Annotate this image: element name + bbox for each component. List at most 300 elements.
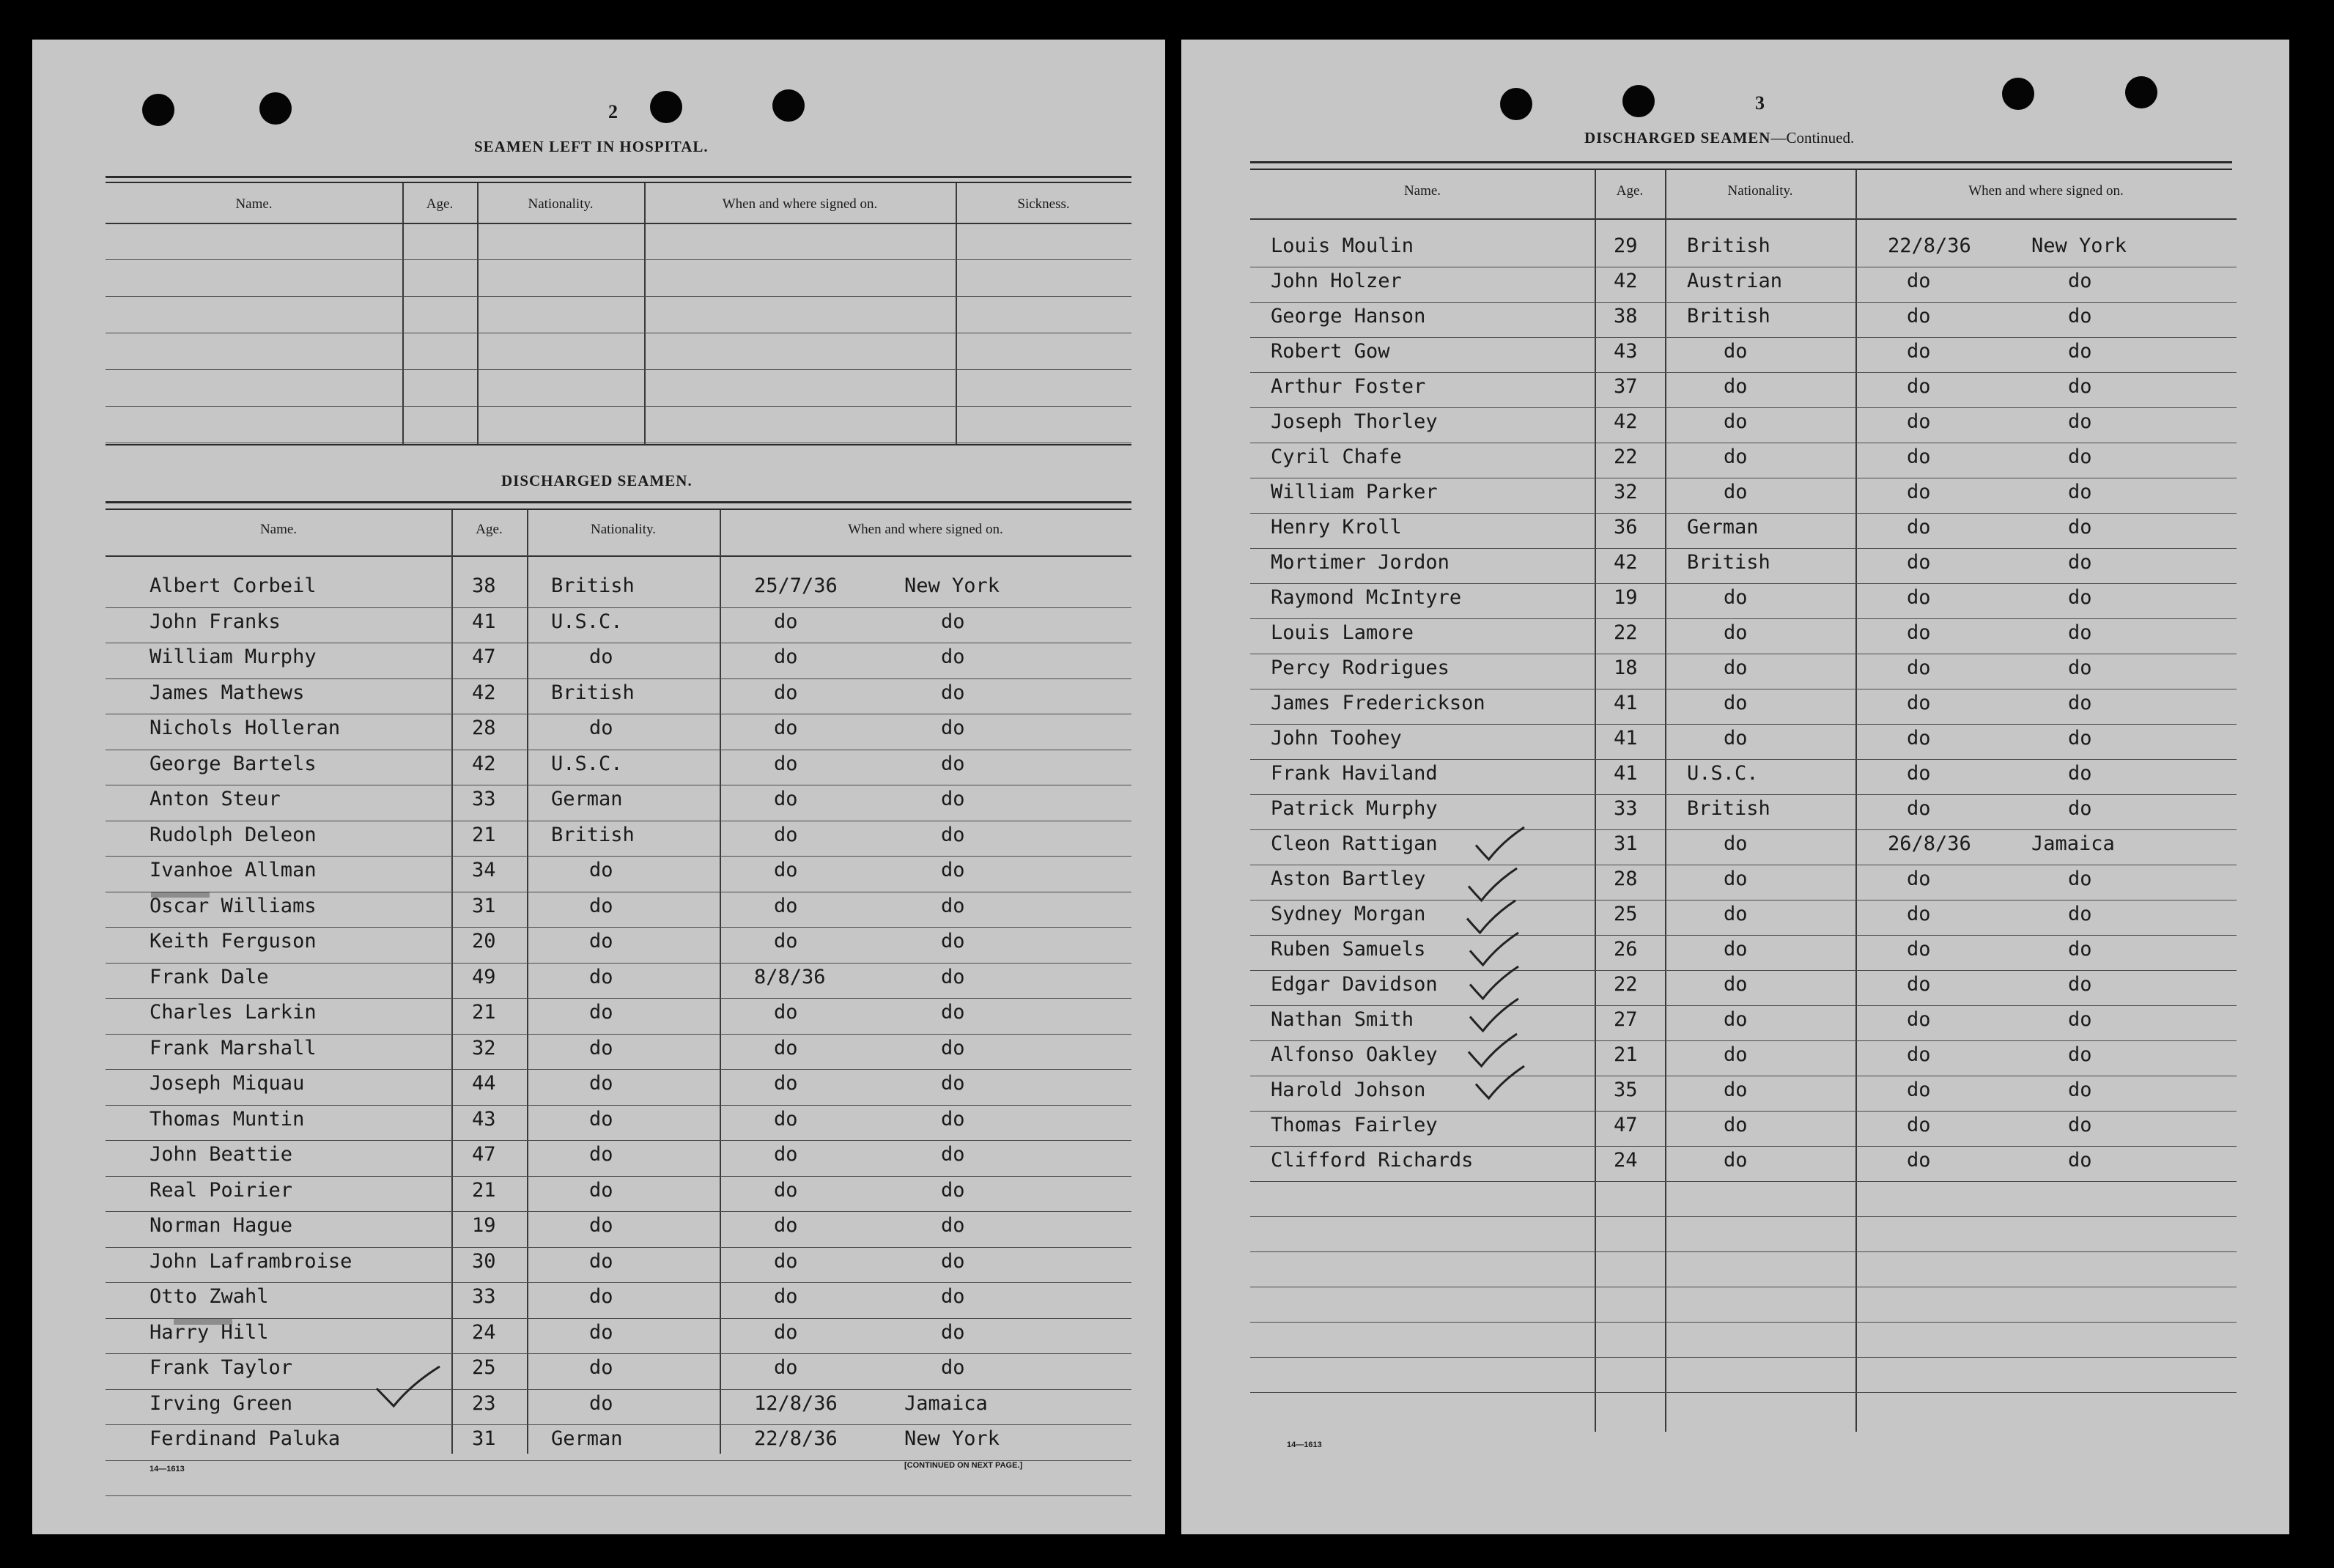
seaman-age: 41	[1614, 762, 1638, 785]
signed-on-place: do	[941, 1036, 965, 1059]
seaman-nationality: do	[1724, 1079, 1748, 1101]
seaman-nationality: British	[1687, 305, 1770, 328]
seaman-name: Percy Rodrigues	[1271, 657, 1449, 679]
seaman-name: Frank Dale	[149, 965, 269, 988]
signed-on-place: do	[2068, 1043, 2092, 1066]
page-number: 2	[608, 101, 618, 122]
signed-on-date: do	[774, 1072, 798, 1095]
check-mark-icon	[1466, 898, 1517, 935]
seaman-name: Louis Moulin	[1271, 234, 1414, 257]
seaman-name: Albert Corbeil	[149, 574, 317, 597]
signed-on-place: do	[2068, 973, 2092, 996]
table-rule	[106, 176, 1131, 178]
signed-on-date: do	[1907, 1008, 1931, 1031]
signed-on-date: do	[1907, 551, 1931, 574]
signed-on-place: do	[2068, 762, 2092, 785]
seaman-name: James Frederickson	[1271, 692, 1485, 714]
signed-on-date: do	[774, 1356, 798, 1379]
row-line	[106, 369, 1131, 370]
signed-on-place: do	[941, 859, 965, 881]
table-row	[1181, 621, 2289, 657]
seaman-age: 33	[1614, 797, 1638, 820]
column-header: When and where signed on.	[722, 196, 878, 212]
signed-on-place: New York	[904, 574, 1000, 597]
signed-on-date: do	[1907, 1149, 1931, 1172]
seaman-age: 47	[1614, 1114, 1638, 1136]
seaman-nationality: do	[589, 1249, 613, 1273]
table-row	[1181, 481, 2289, 516]
signed-on-place: New York	[2031, 234, 2127, 257]
signed-on-place: do	[941, 646, 965, 668]
signed-on-place: do	[941, 681, 965, 704]
table-row	[32, 1285, 1165, 1321]
seaman-name: Frank Marshall	[149, 1036, 317, 1059]
table-row	[32, 966, 1165, 1002]
right-page	[1181, 40, 2289, 1534]
seaman-age: 32	[1614, 481, 1638, 503]
table-row	[32, 930, 1165, 966]
punch-hole	[650, 91, 682, 123]
signed-on-date: do	[1907, 270, 1931, 292]
seaman-age: 42	[1614, 551, 1638, 574]
seaman-age: 28	[1614, 868, 1638, 890]
seaman-nationality: do	[1724, 1043, 1748, 1066]
table-row	[1181, 340, 2289, 375]
seaman-name: Cleon Rattigan	[1271, 832, 1438, 855]
signed-on-place: do	[2068, 621, 2092, 644]
seaman-nationality: do	[589, 1356, 613, 1379]
column-header: Name.	[235, 196, 273, 212]
table-row	[1181, 586, 2289, 621]
signed-on-date: do	[774, 717, 798, 739]
signed-on-date: do	[774, 930, 798, 953]
signed-on-place: do	[2068, 1114, 2092, 1136]
punch-hole	[2125, 76, 2157, 108]
table-row	[32, 1321, 1165, 1357]
table-row	[32, 1179, 1165, 1215]
signed-on-place: Jamaica	[2031, 832, 2115, 855]
column-header: Nationality.	[1727, 183, 1793, 199]
seaman-nationality: do	[1724, 1114, 1748, 1136]
seaman-age: 24	[1614, 1149, 1638, 1172]
table-row	[1181, 375, 2289, 410]
signed-on-date: do	[774, 1001, 798, 1024]
signed-on-date: do	[1907, 938, 1931, 961]
signed-on-place: do	[941, 1001, 965, 1024]
signed-on-date: do	[1907, 305, 1931, 328]
seaman-name: Keith Ferguson	[149, 930, 317, 953]
row-line	[1250, 1392, 2237, 1393]
table-row	[1181, 832, 2289, 868]
seaman-age: 31	[1614, 832, 1638, 855]
signed-on-place: do	[2068, 938, 2092, 961]
seaman-name: Arthur Foster	[1271, 375, 1426, 398]
seaman-age: 42	[1614, 410, 1638, 433]
seaman-nationality: U.S.C.	[551, 610, 623, 633]
signed-on-date: do	[774, 1107, 798, 1131]
row-line	[106, 1495, 1131, 1496]
signed-on-place: do	[2068, 551, 2092, 574]
signed-on-place: do	[941, 1107, 965, 1131]
seaman-nationality: do	[1724, 445, 1748, 468]
signed-on-date: 12/8/36	[754, 1391, 838, 1415]
seaman-age: 29	[1614, 234, 1638, 257]
seaman-nationality: do	[589, 1107, 613, 1131]
seaman-nationality: do	[589, 894, 613, 917]
seaman-age: 21	[472, 1178, 496, 1202]
seaman-name: Nichols Holleran	[149, 717, 341, 739]
table-row	[1181, 234, 2289, 270]
table-row	[32, 752, 1165, 788]
table-row	[1181, 1043, 2289, 1079]
table-rule	[106, 444, 1131, 445]
seaman-name: Thomas Muntin	[149, 1107, 305, 1131]
signed-on-date: do	[774, 823, 798, 846]
signed-on-place: do	[941, 823, 965, 846]
signed-on-date: do	[1907, 375, 1931, 398]
table-row	[1181, 868, 2289, 903]
column-header: Name.	[1403, 183, 1441, 199]
title-suffix: —Continued.	[1770, 129, 1855, 147]
seaman-name: Ivanhoe Allman	[149, 859, 317, 881]
seaman-age: 25	[1614, 903, 1638, 925]
row-line	[106, 406, 1131, 407]
signed-on-date: 8/8/36	[754, 965, 826, 988]
punch-hole	[1622, 85, 1655, 117]
seaman-age: 38	[1614, 305, 1638, 328]
table-row	[32, 610, 1165, 646]
seaman-age: 38	[472, 574, 496, 597]
strikeout-mark	[174, 1319, 232, 1325]
signed-on-date: do	[774, 1285, 798, 1308]
signed-on-place: do	[2068, 586, 2092, 609]
punch-hole	[2002, 78, 2034, 110]
seaman-nationality: British	[551, 823, 635, 846]
seaman-nationality: do	[1724, 621, 1748, 644]
signed-on-place: Jamaica	[904, 1391, 988, 1415]
seaman-name: Nathan Smith	[1271, 1008, 1414, 1031]
seaman-name: George Bartels	[149, 752, 317, 775]
seaman-nationality: do	[1724, 868, 1748, 890]
table-row	[1181, 1114, 2289, 1149]
seaman-age: 22	[1614, 973, 1638, 996]
signed-on-place: do	[941, 1214, 965, 1237]
column-header: Age.	[426, 196, 454, 212]
seaman-name: Sydney Morgan	[1271, 903, 1426, 925]
table-row	[32, 1108, 1165, 1144]
seaman-name: Patrick Murphy	[1271, 797, 1438, 820]
signed-on-place: do	[2068, 481, 2092, 503]
signed-on-place: do	[2068, 305, 2092, 328]
signed-on-date: do	[1907, 481, 1931, 503]
seaman-name: Frank Haviland	[1271, 762, 1438, 785]
seaman-age: 21	[472, 823, 496, 846]
seaman-nationality: do	[1724, 657, 1748, 679]
seaman-nationality: German	[551, 788, 623, 810]
punch-hole	[772, 89, 805, 122]
seaman-age: 18	[1614, 657, 1638, 679]
seaman-name: Henry Kroll	[1271, 516, 1402, 539]
table-row	[1181, 305, 2289, 340]
table-row	[32, 717, 1165, 752]
seaman-age: 30	[472, 1249, 496, 1273]
signed-on-date: do	[1907, 1079, 1931, 1101]
row-line	[106, 259, 1131, 260]
column-header: Name.	[259, 522, 298, 537]
table-row	[1181, 1008, 2289, 1043]
table-row	[1181, 692, 2289, 727]
seaman-nationality: do	[589, 1001, 613, 1024]
seaman-name: Ruben Samuels	[1271, 938, 1426, 961]
seaman-name: Joseph Miquau	[149, 1072, 305, 1095]
table-row	[32, 1037, 1165, 1073]
table-row	[32, 1356, 1165, 1392]
signed-on-date: 26/8/36	[1888, 832, 1971, 855]
seaman-age: 33	[472, 788, 496, 810]
seaman-age: 31	[472, 1427, 496, 1450]
column-header: Age.	[476, 522, 503, 537]
signed-on-place: do	[2068, 516, 2092, 539]
signed-on-date: do	[774, 1214, 798, 1237]
left-page	[32, 40, 1165, 1534]
seaman-name: John Toohey	[1271, 727, 1402, 750]
signed-on-place: do	[2068, 727, 2092, 750]
signed-on-date: do	[1907, 973, 1931, 996]
form-number: 14—1613	[1287, 1441, 1322, 1449]
seaman-name: William Murphy	[149, 646, 317, 668]
signed-on-place: do	[2068, 270, 2092, 292]
signed-on-place: do	[941, 1072, 965, 1095]
signed-on-place: do	[941, 894, 965, 917]
seaman-name: Alfonso Oakley	[1271, 1043, 1438, 1066]
seaman-nationality: do	[589, 1391, 613, 1415]
punch-hole	[142, 94, 174, 126]
table-row	[32, 859, 1165, 895]
signed-on-date: 22/8/36	[754, 1427, 838, 1450]
seaman-age: 41	[1614, 692, 1638, 714]
signed-on-place: do	[941, 752, 965, 775]
seaman-age: 21	[1614, 1043, 1638, 1066]
signed-on-place: do	[2068, 375, 2092, 398]
seaman-age: 32	[472, 1036, 496, 1059]
seaman-age: 31	[472, 894, 496, 917]
seaman-name: Oscar Williams	[149, 894, 317, 917]
seaman-nationality: Austrian	[1687, 270, 1783, 292]
row-line	[1250, 1216, 2237, 1217]
seaman-age: 41	[1614, 727, 1638, 750]
table-rule	[106, 509, 1131, 510]
seaman-nationality: do	[589, 1178, 613, 1202]
seaman-age: 42	[1614, 270, 1638, 292]
seaman-name: James Mathews	[149, 681, 305, 704]
row-line	[1250, 1251, 2237, 1252]
punch-hole	[1500, 88, 1532, 120]
signed-on-date: do	[1907, 340, 1931, 363]
seaman-age: 42	[472, 752, 496, 775]
signed-on-date: do	[774, 646, 798, 668]
seaman-age: 19	[1614, 586, 1638, 609]
check-mark-icon	[1469, 996, 1520, 1033]
signed-on-place: do	[2068, 1008, 2092, 1031]
signed-on-place: do	[941, 1320, 965, 1344]
seaman-name: Irving Green	[149, 1391, 293, 1415]
signed-on-date: 25/7/36	[754, 574, 838, 597]
seaman-nationality: do	[1724, 832, 1748, 855]
seaman-nationality: do	[1724, 692, 1748, 714]
table-row	[32, 681, 1165, 717]
signed-on-date: do	[1907, 586, 1931, 609]
seaman-age: 43	[1614, 340, 1638, 363]
table-rule	[1250, 169, 2232, 170]
seaman-age: 26	[1614, 938, 1638, 961]
seaman-age: 47	[472, 1143, 496, 1166]
seaman-age: 36	[1614, 516, 1638, 539]
row-line	[106, 296, 1131, 297]
seaman-age: 47	[472, 646, 496, 668]
signed-on-date: do	[774, 1320, 798, 1344]
seaman-age: 20	[472, 930, 496, 953]
seaman-name: Clifford Richards	[1271, 1149, 1474, 1172]
table-row	[32, 1214, 1165, 1250]
seaman-name: Rudolph Deleon	[149, 823, 317, 846]
signed-on-date: 22/8/36	[1888, 234, 1971, 257]
row-line	[1250, 1357, 2237, 1358]
seaman-age: 28	[472, 717, 496, 739]
seaman-name: Raymond McIntyre	[1271, 586, 1462, 609]
seaman-name: Robert Gow	[1271, 340, 1390, 363]
seaman-age: 27	[1614, 1008, 1638, 1031]
signed-on-date: do	[774, 752, 798, 775]
seaman-name: Ferdinand Paluka	[149, 1427, 341, 1450]
seaman-nationality: do	[1724, 375, 1748, 398]
form-number: 14—1613	[149, 1465, 185, 1473]
table-rule	[106, 182, 1131, 183]
table-row	[32, 646, 1165, 681]
seaman-nationality: do	[589, 1072, 613, 1095]
column-header: Age.	[1616, 183, 1644, 199]
seaman-name: Harry Hill	[149, 1320, 269, 1344]
table-row	[32, 1072, 1165, 1108]
signed-on-place: do	[941, 788, 965, 810]
seaman-age: 35	[1614, 1079, 1638, 1101]
seaman-name: John Franks	[149, 610, 281, 633]
table-row	[32, 1001, 1165, 1037]
signed-on-place: do	[2068, 797, 2092, 820]
table-row	[1181, 727, 2289, 762]
signed-on-date: do	[774, 1249, 798, 1273]
continued-note: [CONTINUED ON NEXT PAGE.]	[904, 1461, 1023, 1470]
seaman-nationality: do	[589, 1036, 613, 1059]
signed-on-date: do	[1907, 727, 1931, 750]
seaman-name: William Parker	[1271, 481, 1438, 503]
seaman-nationality: British	[1687, 234, 1770, 257]
seaman-age: 19	[472, 1214, 496, 1237]
seaman-nationality: do	[589, 1320, 613, 1344]
signed-on-date: do	[774, 1036, 798, 1059]
column-header: Nationality.	[528, 196, 594, 212]
table-row	[1181, 1079, 2289, 1114]
seaman-name: Real Poirier	[149, 1178, 293, 1202]
hospital-section-title: SEAMEN LEFT IN HOSPITAL.	[474, 138, 709, 155]
seaman-nationality: do	[1724, 903, 1748, 925]
seaman-name: Otto Zwahl	[149, 1285, 269, 1308]
seaman-age: 23	[472, 1391, 496, 1415]
table-row	[1181, 270, 2289, 305]
signed-on-place: do	[941, 1356, 965, 1379]
discharged-continued-title	[1584, 129, 1854, 147]
table-row	[1181, 657, 2289, 692]
seaman-age: 22	[1614, 621, 1638, 644]
seaman-name: Harold Johson	[1271, 1079, 1426, 1101]
seaman-name: Joseph Thorley	[1271, 410, 1438, 433]
header-divider	[1250, 218, 2237, 220]
signed-on-date: do	[1907, 762, 1931, 785]
seaman-nationality: do	[589, 717, 613, 739]
title-main: DISCHARGED SEAMEN	[1584, 129, 1771, 147]
table-row	[1181, 903, 2289, 938]
seaman-nationality: do	[1724, 727, 1748, 750]
signed-on-place: do	[2068, 868, 2092, 890]
seaman-age: 22	[1614, 445, 1638, 468]
table-row	[32, 824, 1165, 859]
table-row	[1181, 516, 2289, 551]
signed-on-place: do	[2068, 692, 2092, 714]
signed-on-date: do	[1907, 621, 1931, 644]
signed-on-date: do	[774, 1178, 798, 1202]
seaman-nationality: do	[589, 930, 613, 953]
check-mark-icon	[375, 1364, 441, 1408]
table-row	[32, 788, 1165, 824]
seaman-name: John Beattie	[149, 1143, 293, 1166]
seaman-age: 37	[1614, 375, 1638, 398]
signed-on-place: do	[941, 965, 965, 988]
row-line	[1250, 1322, 2237, 1323]
seaman-nationality: do	[589, 859, 613, 881]
signed-on-place: do	[941, 1143, 965, 1166]
seaman-nationality: do	[589, 646, 613, 668]
seaman-age: 49	[472, 965, 496, 988]
seaman-nationality: British	[1687, 551, 1770, 574]
signed-on-date: do	[1907, 797, 1931, 820]
seaman-age: 21	[472, 1001, 496, 1024]
discharged-section-title: DISCHARGED SEAMEN.	[501, 472, 693, 489]
seaman-age: 43	[472, 1107, 496, 1131]
seaman-nationality: do	[1724, 340, 1748, 363]
signed-on-place: do	[941, 610, 965, 633]
seaman-nationality: do	[1724, 1008, 1748, 1031]
seaman-nationality: British	[551, 574, 635, 597]
seaman-age: 42	[472, 681, 496, 704]
signed-on-place: do	[2068, 410, 2092, 433]
punch-hole	[259, 92, 292, 125]
signed-on-date: do	[1907, 445, 1931, 468]
signed-on-date: do	[774, 859, 798, 881]
seaman-age: 44	[472, 1072, 496, 1095]
header-divider	[106, 555, 1131, 557]
signed-on-date: do	[1907, 657, 1931, 679]
seaman-nationality: do	[589, 1285, 613, 1308]
table-row	[32, 1427, 1165, 1463]
seaman-nationality: German	[1687, 516, 1759, 539]
signed-on-date: do	[1907, 903, 1931, 925]
seaman-name: George Hanson	[1271, 305, 1426, 328]
table-row	[1181, 973, 2289, 1008]
seaman-name: Charles Larkin	[149, 1001, 317, 1024]
signed-on-place: do	[2068, 445, 2092, 468]
seaman-name: Cyril Chafe	[1271, 445, 1402, 468]
seaman-name: John Laframbroise	[149, 1249, 352, 1273]
signed-on-place: New York	[904, 1427, 1000, 1450]
